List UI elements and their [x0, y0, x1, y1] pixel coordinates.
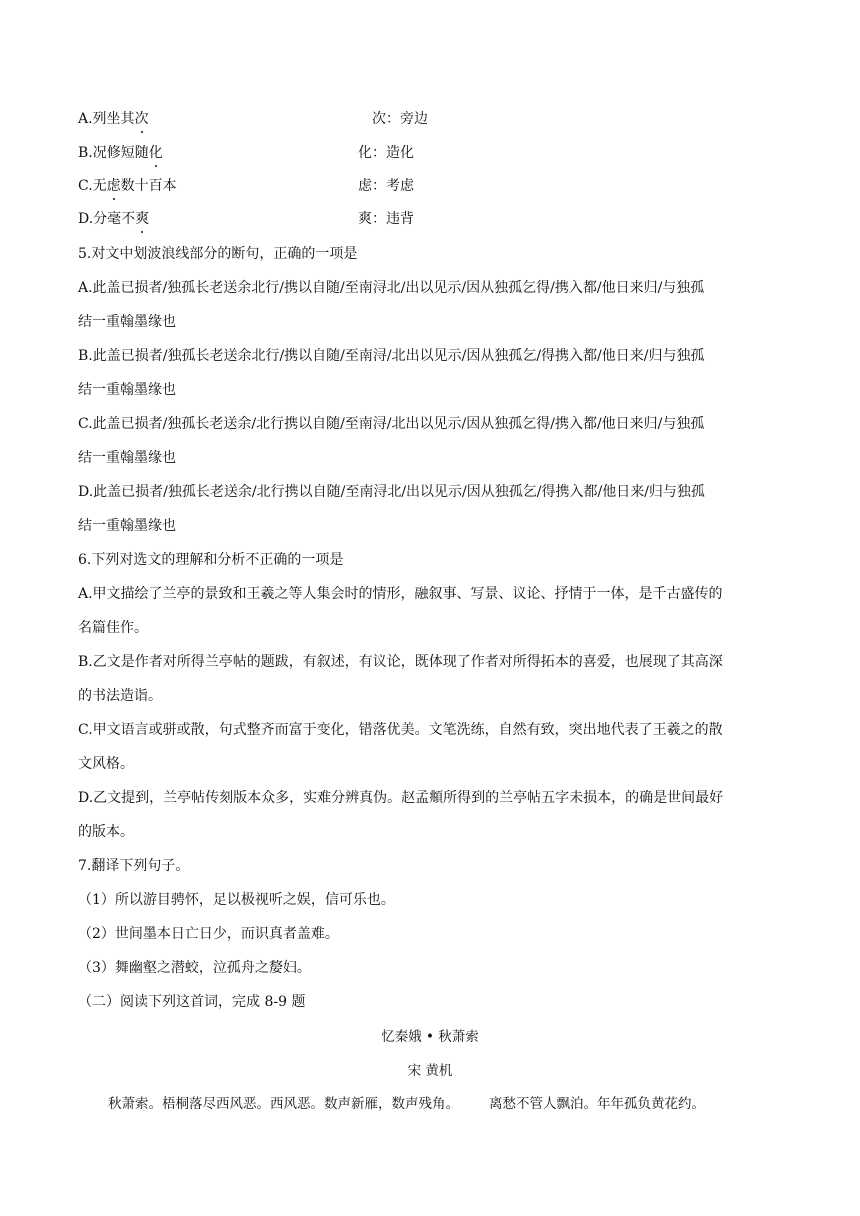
q4-option-d-text: D.分毫不爽 — [78, 211, 150, 227]
poem-title: 忆秦娥 • 秋萧索 — [381, 1029, 479, 1045]
poem-author: 宋 黄机 — [407, 1063, 453, 1079]
poem-line-1-part-b: 离愁不管人飘泊。年年孤负黄花约。 — [489, 1096, 705, 1112]
q6-option-d-line2: 的版本。 — [78, 824, 134, 840]
q5-option-b-line1: B.此盖已损者/独孤长老送余北行/携以自随/至南浔/北出以见示/因从独孤乞/得携入都/他日来/归与独孤 — [78, 348, 705, 364]
q6-option-c-line1: C.甲文语言或骈或散，句式整齐而富于变化，错落优美。文笔洗练，自然有致，突出地代表了王羲之的散 — [78, 722, 723, 738]
q4-option-c-text: C.无虑数十百本 — [78, 178, 177, 194]
q7-item-2: （2）世间墨本日亡日少，而识真者盖难。 — [78, 926, 339, 942]
q6-option-a-line2: 名篇佳作。 — [78, 620, 148, 636]
q5-option-d-line1: D.此盖已损者/独孤长老送余/北行携以自随/至南浔北/出以见示/因从独孤乞/得携入都/他日来/归与独孤 — [78, 484, 705, 500]
q4-option-b-text: B.况修短随化 — [78, 145, 163, 161]
q6-option-d-line1: D.乙文提到，兰亭帖传刻版本众多，实难分辨真伪。赵孟頫所得到的兰亭帖五字未损本，的确是世间最好 — [78, 790, 724, 806]
q5-option-a-line1: A.此盖已损者/独孤长老送余北行/携以自随/至南浔北/出以见示/因从独孤乞得/携入都/他日来归/与独孤 — [78, 280, 705, 296]
q4-option-c-gloss: 虑：考虑 — [358, 178, 414, 194]
q5-option-d-line2: 结一重翰墨缘也 — [78, 518, 176, 534]
q4-option-a-gloss: 次：旁边 — [372, 111, 428, 127]
q5-option-a-line2: 结一重翰墨缘也 — [78, 314, 176, 330]
q6-option-a-line1: A.甲文描绘了兰亭的景致和王羲之等人集会时的情形，融叙事、写景、议论、抒情于一体，是千古盛传的 — [78, 586, 723, 602]
q4-option-d-gloss: 爽：违背 — [358, 211, 414, 227]
q6-stem: 6.下列对选文的理解和分析不正确的一项是 — [78, 552, 344, 568]
q4-option-b-gloss: 化：造化 — [358, 145, 414, 161]
q6-option-c-line2: 文风格。 — [78, 756, 134, 772]
q6-option-b-line2: 的书法造诣。 — [78, 688, 162, 704]
q5-option-c-line1: C.此盖已损者/独孤长老送余/北行携以自随/至南浔/北出以见示/因从独孤乞得/携入都/他日来归/与独孤 — [78, 416, 705, 432]
q7-item-3: （3）舞幽壑之潜蛟，泣孤舟之嫠妇。 — [78, 960, 311, 976]
poem-line-1 — [108, 1094, 705, 1114]
q7-stem: 7.翻译下列句子。 — [78, 858, 190, 874]
poem-line-1-part-a: 秋萧索。梧桐落尽西风恶。西风恶。数声新雁，数声残角。 — [108, 1096, 459, 1112]
q5-option-c-line2: 结一重翰墨缘也 — [78, 450, 176, 466]
q6-option-b-line1: B.乙文是作者对所得兰亭帖的题跋，有叙述，有议论，既体现了作者对所得拓本的喜爱，也展现了其高深 — [78, 654, 723, 670]
q5-option-b-line2: 结一重翰墨缘也 — [78, 382, 176, 398]
section-2-heading: （二）阅读下列这首词，完成 8-9 题 — [78, 994, 306, 1010]
q5-stem: 5.对文中划波浪线部分的断句，正确的一项是 — [78, 246, 358, 262]
q4-option-a-text: A.列坐其次 — [78, 111, 149, 127]
q7-item-1: （1）所以游目骋怀，足以极视听之娱，信可乐也。 — [78, 892, 395, 908]
